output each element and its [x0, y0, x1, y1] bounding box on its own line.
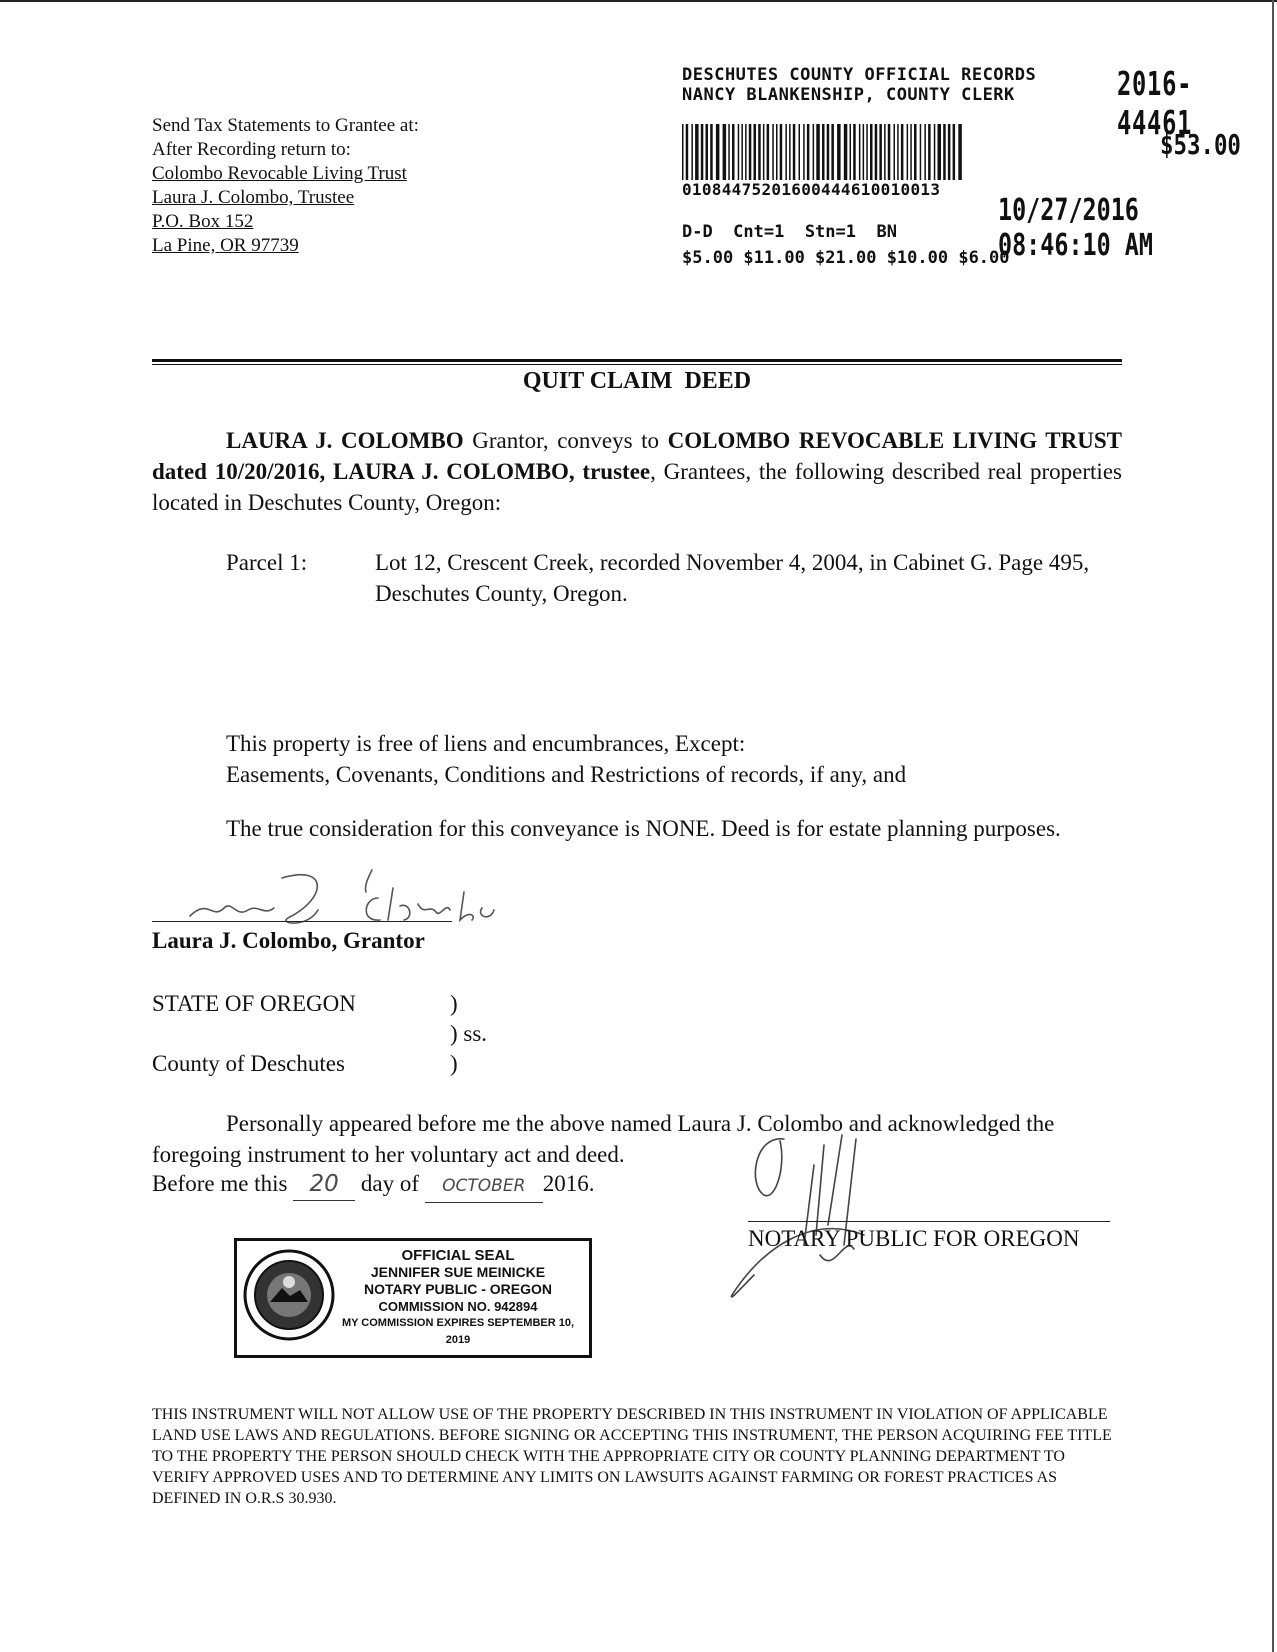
tax-statements-line: Send Tax Statements to Grantee at:: [152, 115, 419, 136]
title-rule-thin: [152, 364, 1122, 365]
parcel-description: Lot 12, Crescent Creek, recorded November 4, 2004, in Cabinet G. Page 495, Deschutes County, Oregon.: [375, 550, 1090, 606]
return-po-box: P.O. Box 152: [152, 211, 254, 232]
seal-notary-state: NOTARY PUBLIC - OREGON: [364, 1281, 552, 1297]
consideration-paragraph: [152, 813, 1122, 844]
document-number: 2016-44461: [1117, 64, 1193, 142]
return-trustee: Laura J. Colombo, Trustee: [152, 187, 355, 208]
grantee-name: COLOMBO REVOCABLE LIVING TRUST dated 10/20/2016, LAURA J. COLOMBO, trustee: [152, 428, 1122, 484]
grantor-name: LAURA J. COLOMBO: [226, 428, 464, 453]
liens-line-2: Easements, Covenants, Conditions and Restrictions of records, if any, and: [226, 762, 907, 787]
grantor-signature-line: [152, 921, 452, 922]
county-clerk: NANCY BLANKENSHIP, COUNTY CLERK: [682, 85, 1015, 105]
return-name: Colombo Revocable Living Trust: [152, 163, 407, 184]
recording-stamp-header: [682, 65, 1036, 105]
venue-paren: ): [450, 991, 458, 1016]
return-address-block: [152, 114, 419, 258]
consideration-text: The true consideration for this conveyance is NONE. Deed is for estate planning purposes.: [226, 816, 1061, 841]
conveys-text: Grantor, conveys to: [463, 428, 668, 453]
seal-commission-expiry: MY COMMISSION EXPIRES SEPTEMBER 10, 2019: [341, 1317, 575, 1346]
after-recording-line: After Recording return to:: [152, 139, 351, 160]
title-rule: [152, 359, 1122, 362]
recording-codes: D-D Cnt=1 Stn=1 BN: [682, 222, 897, 242]
notary-signature-line: [748, 1221, 1110, 1222]
notary-public-label: NOTARY PUBLIC FOR OREGON: [748, 1226, 1080, 1251]
handwritten-day: 20: [293, 1169, 355, 1201]
venue-paren: ): [450, 1051, 458, 1076]
before-me-line: Before me this 20 day of OCTOBER 2016.: [152, 1168, 595, 1203]
barcode-icon: [682, 124, 1074, 180]
notary-seal-text: [330, 1247, 586, 1349]
deed-title: QUIT CLAIM DEED: [522, 368, 752, 394]
notary-signature: [724, 1125, 984, 1325]
handwritten-month: OCTOBER: [425, 1171, 543, 1203]
venue-state: STATE OF OREGON: [152, 991, 356, 1016]
liens-statement: [226, 728, 906, 790]
barcode-number: 01084475201600444610010013: [682, 180, 941, 199]
venue-ss: ) ss.: [450, 1021, 488, 1046]
liens-line-1: This property is free of liens and encumbrances, Except:: [226, 731, 746, 756]
acknowledgment-line-2: foregoing instrument to her voluntary act and deed.: [152, 1142, 625, 1167]
recording-office: DESCHUTES COUNTY OFFICIAL RECORDS: [682, 65, 1037, 85]
seal-official: OFFICIAL SEAL: [401, 1247, 515, 1264]
venue-county: County of Deschutes: [152, 1051, 345, 1076]
grantor-signature-label: Laura J. Colombo, Grantor: [152, 928, 425, 953]
acknowledgment-line-1: Personally appeared before me the above named Laura J. Colombo and acknowledged the: [226, 1111, 1055, 1136]
return-city: La Pine, OR 97739: [152, 235, 299, 256]
seal-notary-name: JENNIFER SUE MEINICKE: [370, 1264, 546, 1280]
fee-total: $53.00: [1160, 128, 1241, 161]
conveyance-paragraph: [152, 425, 1122, 518]
seal-commission-number: COMMISSION NO. 942894: [378, 1299, 538, 1314]
parcel-label: Parcel 1:: [226, 550, 308, 575]
state-seal-emblem: [240, 1246, 338, 1344]
page-top-border: [0, 0, 1277, 2]
grantor-signature: [178, 858, 538, 938]
land-use-disclaimer: THIS INSTRUMENT WILL NOT ALLOW USE OF THE PROPERTY DESCRIBED IN THIS INSTRUMENT IN VIOLATION OF APPLICABLE LAND USE LAWS AND REGULATIONS. BEFORE SIGNING OR ACCEPTING THIS INSTRUMENT, THE PERSON ACQUIRING FEE TITLE TO THE PROPERTY THE PERSON SHOULD CHECK WITH THE APPROPRIATE CITY OR COUNTY PLANNING DEPARTMENT TO VERIFY APPROVED USES AND TO DETERMINE ANY LIMITS ON LAWSUITS AGAINST FARMING OR FOREST PRACTICES AS DEFINED IN O.R.S 30.930.: [152, 1406, 1112, 1507]
ack-year: 2016.: [542, 1171, 595, 1196]
conveys-rest: , Grantees, the following described real properties located in Deschutes County, Oregon:: [152, 459, 1122, 515]
recording-fees: $5.00 $11.00 $21.00 $10.00 $6.00: [682, 248, 1010, 268]
page-right-border: [1272, 0, 1274, 1652]
recorded-datetime: 10/27/2016 08:46:10 AM: [998, 193, 1153, 263]
